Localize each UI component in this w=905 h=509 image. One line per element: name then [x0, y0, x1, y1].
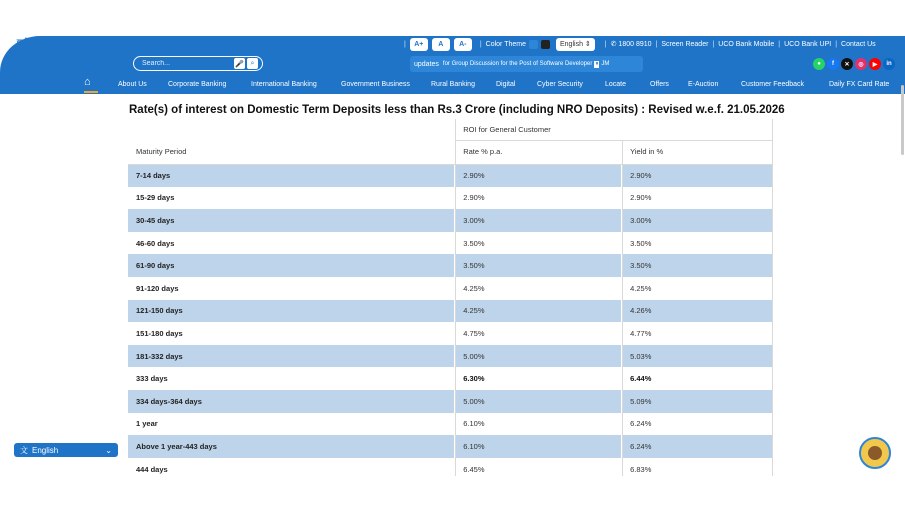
table-row — [128, 458, 773, 481]
table-header-empty — [128, 119, 455, 139]
language-widget[interactable] — [14, 443, 118, 457]
rate-value: 3.50% — [455, 254, 622, 277]
chatbot-avatar-icon[interactable] — [859, 437, 891, 469]
azadi-logo-icon — [776, 57, 808, 71]
ticker-tag: updates — [414, 60, 439, 68]
rate-value: 4.75% — [455, 322, 622, 345]
search-icon[interactable]: ⌕ — [247, 58, 258, 69]
maturity-period: Above 1 year-443 days — [128, 435, 455, 458]
table-row — [128, 187, 773, 210]
maturity-period: 61-90 days — [128, 254, 455, 277]
toll-free-number: 1800 8910 — [618, 41, 652, 48]
maturity-period: 30-45 days — [128, 209, 455, 232]
uco-mobile-link[interactable]: UCO Bank Mobile — [718, 40, 775, 48]
column-header-rate: Rate % p.a. — [455, 139, 622, 164]
rate-value: 3.00% — [455, 209, 622, 232]
table-row — [128, 413, 773, 436]
maturity-period: 333 days — [128, 367, 455, 390]
home-icon[interactable]: ⌂ — [84, 76, 91, 88]
rate-value: 6.10% — [455, 413, 622, 436]
column-header-yield: Yield in % — [622, 139, 773, 164]
search-box — [133, 56, 263, 71]
rate-value: 3.50% — [455, 232, 622, 255]
table-row — [128, 277, 773, 300]
rate-value: 6.45% — [455, 458, 622, 481]
font-decrease-button[interactable]: A- — [454, 38, 472, 51]
nav-international-banking[interactable]: International Banking — [251, 80, 317, 88]
social-links — [776, 57, 895, 71]
header-top-bar: | A+ A A- | Color Theme English ⇕ | ✆ 1800 8910 | Screen Reader | UCO Bank Mobile | UCO Bank UPI | Contact Us — [400, 36, 895, 52]
toll-free-link[interactable]: ✆ 1800 8910 — [610, 41, 652, 48]
table-divider — [455, 119, 456, 476]
ticker-text: for Group Discussion for the Post of Software Developer — [442, 61, 593, 67]
table-row — [128, 209, 773, 232]
maturity-period: 444 days — [128, 458, 455, 481]
yield-value: 2.90% — [622, 164, 773, 187]
maturity-period: 46-60 days — [128, 232, 455, 255]
yield-value: 2.90% — [622, 187, 773, 210]
font-increase-button[interactable]: A+ — [410, 38, 428, 51]
table-row — [128, 390, 773, 413]
font-normal-button[interactable]: A — [432, 38, 450, 51]
yield-value: 4.25% — [622, 277, 773, 300]
table-row — [128, 164, 773, 187]
nav-rural-banking[interactable]: Rural Banking — [431, 80, 475, 88]
scrollbar[interactable] — [901, 85, 904, 155]
maturity-period: 1 year — [128, 413, 455, 436]
table-divider — [622, 141, 623, 476]
yield-value: 6.24% — [622, 413, 773, 436]
rate-value: 5.00% — [455, 390, 622, 413]
pause-icon[interactable]: ⏸ — [595, 60, 599, 67]
rate-value: 4.25% — [455, 300, 622, 323]
yield-value: 4.26% — [622, 300, 773, 323]
table-row — [128, 435, 773, 458]
yield-value: 6.83% — [622, 458, 773, 481]
nav-customer-feedback[interactable]: Customer Feedback — [741, 80, 805, 88]
youtube-icon[interactable]: ▶ — [869, 58, 881, 70]
whatsapp-icon[interactable]: ● — [813, 58, 825, 70]
microphone-icon[interactable]: 🎤 — [234, 58, 245, 69]
table-row — [128, 367, 773, 390]
rate-value: 2.90% — [455, 187, 622, 210]
chevron-down-icon: ⌄ — [105, 445, 112, 455]
nav-government-business[interactable]: Government Business — [341, 80, 410, 88]
nav-daily-fx-card-rate[interactable]: Daily FX Card Rate — [829, 80, 890, 88]
interest-rate-table — [128, 119, 773, 480]
table-divider — [128, 164, 772, 165]
updates-ticker[interactable] — [410, 56, 643, 72]
x-icon[interactable]: ✕ — [841, 58, 853, 70]
linkedin-icon[interactable]: in — [883, 58, 895, 70]
ticker-trail: JM — [601, 61, 610, 67]
nav-e-auction[interactable]: E-Auction — [688, 80, 719, 88]
translate-icon: 文 — [20, 445, 28, 455]
page-title: Rate(s) of interest on Domestic Term Deposits less than Rs.3 Crore (including NRO Deposits) : Revised w.e.f. 21.05.2026 — [129, 104, 785, 116]
nav-cyber-security[interactable]: Cyber Security — [537, 80, 583, 88]
yield-value: 6.44% — [622, 367, 773, 390]
yield-value: 3.50% — [622, 254, 773, 277]
table-divider — [772, 119, 773, 476]
language-widget-value: English — [32, 445, 59, 455]
table-divider — [455, 140, 772, 141]
table-row — [128, 300, 773, 323]
uco-upi-link[interactable]: UCO Bank UPI — [784, 40, 832, 48]
search-input[interactable] — [142, 60, 232, 67]
instagram-icon[interactable]: ◎ — [855, 58, 867, 70]
maturity-period: 334 days-364 days — [128, 390, 455, 413]
yield-value: 3.00% — [622, 209, 773, 232]
table-group-header: ROI for General Customer — [455, 119, 773, 139]
theme-blue-swatch[interactable] — [529, 40, 538, 49]
yield-value: 3.50% — [622, 232, 773, 255]
facebook-icon[interactable]: f — [827, 58, 839, 70]
maturity-period: 151-180 days — [128, 322, 455, 345]
nav-digital[interactable]: Digital — [496, 80, 516, 88]
rate-value: 6.10% — [455, 435, 622, 458]
screen-reader-link[interactable]: Screen Reader — [661, 40, 709, 48]
rate-value: 4.25% — [455, 277, 622, 300]
color-theme-label: Color Theme — [485, 40, 526, 48]
yield-value: 5.03% — [622, 345, 773, 368]
language-select-value: English — [560, 40, 583, 48]
yield-value: 5.09% — [622, 390, 773, 413]
rate-value: 2.90% — [455, 164, 622, 187]
column-header-maturity: Maturity Period — [128, 139, 455, 164]
yield-value: 6.24% — [622, 435, 773, 458]
contact-us-link[interactable]: Contact Us — [841, 40, 876, 48]
nav-about-us[interactable]: About Us — [118, 80, 147, 88]
table-row — [128, 322, 773, 345]
language-select[interactable]: English ⇕ — [556, 38, 595, 51]
table-row — [128, 254, 773, 277]
table-group-header-row — [128, 119, 773, 139]
main-nav — [80, 76, 905, 92]
maturity-period: 15-29 days — [128, 187, 455, 210]
rate-value: 6.30% — [455, 367, 622, 390]
table-row — [128, 345, 773, 368]
maturity-period: 181-332 days — [128, 345, 455, 368]
maturity-period: 91-120 days — [128, 277, 455, 300]
nav-offers[interactable]: Offers — [650, 80, 669, 88]
table-header-row — [128, 139, 773, 164]
nav-locate[interactable]: Locate — [605, 80, 627, 88]
maturity-period: 121-150 days — [128, 300, 455, 323]
theme-dark-swatch[interactable] — [541, 40, 550, 49]
nav-corporate-banking[interactable]: Corporate Banking — [168, 80, 227, 88]
table-row — [128, 232, 773, 255]
maturity-period: 7-14 days — [128, 164, 455, 187]
yield-value: 4.77% — [622, 322, 773, 345]
rate-value: 5.00% — [455, 345, 622, 368]
